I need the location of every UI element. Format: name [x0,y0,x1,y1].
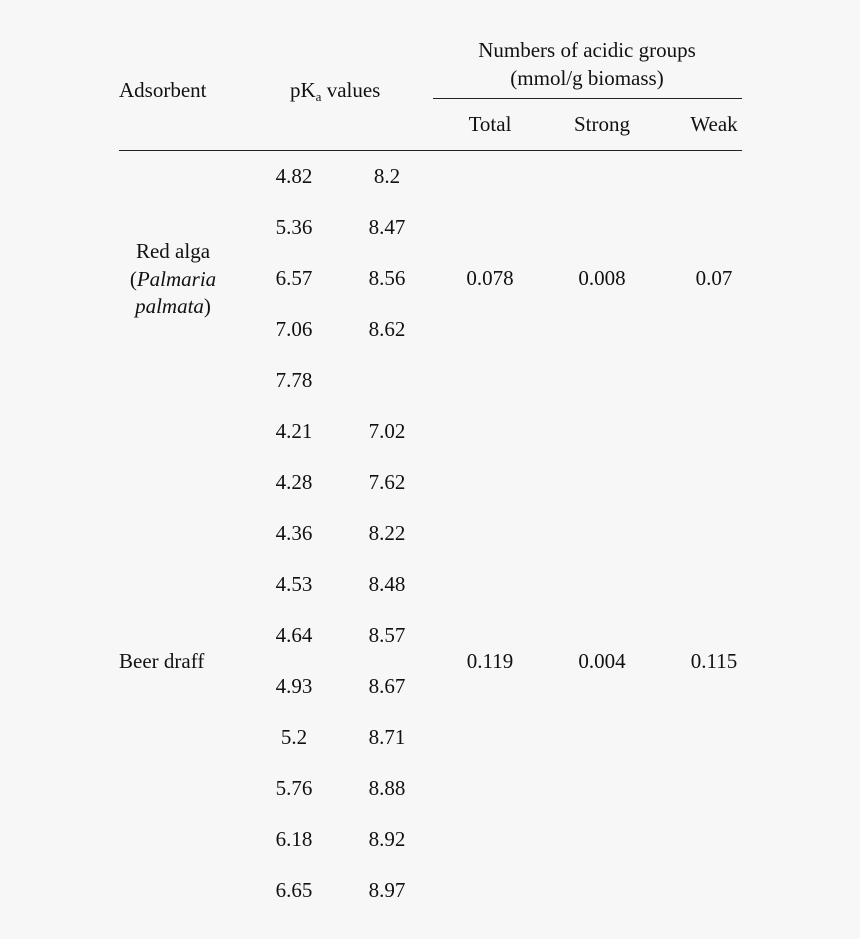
header-group-underline [433,98,742,99]
pka-value: 4.93 [275,674,313,698]
pka-value: 8.88 [368,776,406,800]
header-bottom-rule [119,150,742,151]
pka-value: 8.22 [368,521,406,545]
pka-value: 4.53 [275,572,313,596]
pka-value: 4.21 [275,419,313,443]
total-value: 0.119 [466,649,514,673]
pka-value: 8.56 [368,266,406,290]
header-acidic-groups-line2: (mmol/g biomass) [510,66,664,90]
adsorbent-species-line2 [110,294,236,318]
header-pka-suffix: values [321,78,381,102]
pka-value: 4.28 [275,470,313,494]
pka-value: 7.06 [275,317,313,341]
paren-close: ) [203,294,211,318]
pka-value: 8.67 [368,674,406,698]
header-pka-values [290,78,380,109]
pka-value: 6.65 [275,878,313,902]
pka-value: 7.62 [368,470,406,494]
adsorbent-name: Beer draff [119,649,205,673]
pka-value: 8.47 [368,215,406,239]
pka-value: 8.71 [368,725,406,749]
pka-value: 4.64 [275,623,313,647]
header-adsorbent: Adsorbent [119,78,207,102]
genus-name: Palmaria [136,267,217,291]
pka-value: 5.76 [275,776,313,800]
header-total: Total [468,112,512,136]
pka-value: 5.36 [275,215,313,239]
species-name: palmata [135,294,204,318]
pka-value: 8.48 [368,572,406,596]
header-pka-prefix: pK [290,78,316,102]
pka-value: 7.78 [275,368,313,392]
pka-value: 8.97 [368,878,406,902]
adsorbent-species-line1 [110,267,236,291]
pka-value: 4.36 [275,521,313,545]
pka-value: 8.62 [368,317,406,341]
header-strong: Strong [573,112,630,136]
pka-value: 8.2 [373,164,401,188]
pka-value: 8.57 [368,623,406,647]
header-acidic-groups-line1: Numbers of acidic groups [478,38,696,62]
pka-value: 6.57 [275,266,313,290]
header-pka-subscript: a [315,89,322,104]
adsorbent-name: Red alga [135,239,211,263]
pka-value: 4.82 [275,164,313,188]
weak-value: 0.07 [695,266,733,290]
paren-open: ( [129,267,137,291]
pka-value: 7.02 [368,419,406,443]
strong-value: 0.004 [578,649,626,673]
pka-value: 6.18 [275,827,313,851]
pka-value: 5.2 [280,725,308,749]
weak-value: 0.115 [690,649,738,673]
header-weak: Weak [690,112,738,136]
total-value: 0.078 [466,266,514,290]
pka-value: 8.92 [368,827,406,851]
strong-value: 0.008 [578,266,626,290]
